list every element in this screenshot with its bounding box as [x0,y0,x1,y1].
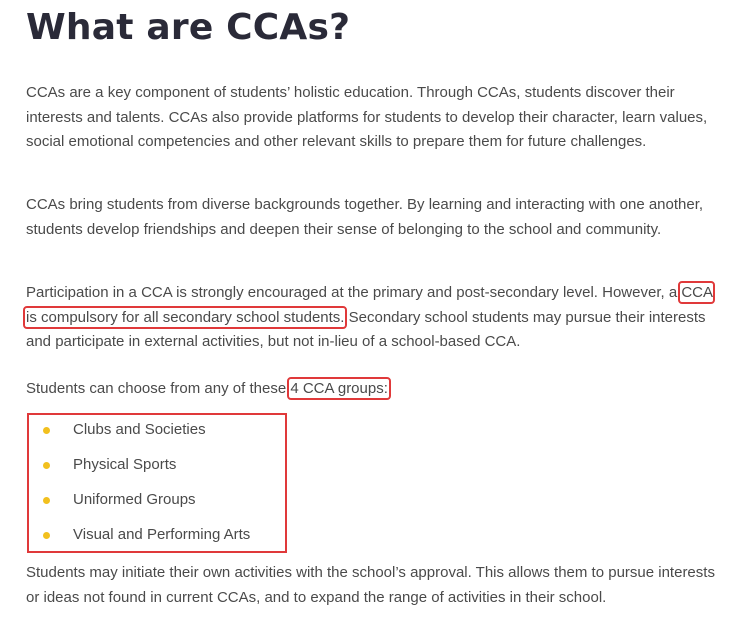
bullet-icon [43,462,50,469]
page-title: What are CCAs? [26,7,351,48]
bullet-icon [43,427,50,434]
participation-text-end: Secondary school students may pursue their interests and participate in external activities, but not in-lieu of a school-based CCA. [26,308,706,350]
belonging-paragraph: CCAs bring students from diverse backgrounds together. By learning and interacting with one another, students develop friendships and deepen their sense of belonging to the school and community. [26,196,704,238]
bullet-icon [43,497,50,504]
participation-text-start: Participation in a CCA is strongly encouraged at the primary and post-secondary level. However, a [26,284,682,301]
compulsory-highlight: CCA is compulsory for all secondary school students. [26,284,713,326]
cca-groups-intro [26,377,718,402]
cca-group-label: Visual and Performing Arts [73,526,251,543]
cca-group-label: Clubs and Societies [73,421,206,438]
intro-paragraph: CCAs are a key component of students’ holistic education. Through CCAs, students discover their interests and talents. CCAs also provide platforms for students to develop their character, learn values, social emotional competencies and other relevant skills to prepare them for future challenges. [26,84,708,150]
closing-paragraph: Students may initiate their own activities with the school’s approval. This allows them to pursue interests or ideas not found in current CCAs, and to expand the range of activities in their school. [26,564,715,606]
cca-group-label: Uniformed Groups [73,491,196,508]
bullet-icon [43,532,50,539]
participation-paragraph [26,281,718,355]
cca-group-label: Physical Sports [73,456,177,473]
cca-groups-intro-text: Students can choose from any of these [26,380,291,397]
cca-groups-highlight: 4 CCA groups: [290,380,388,397]
cca-groups-list [27,413,287,553]
